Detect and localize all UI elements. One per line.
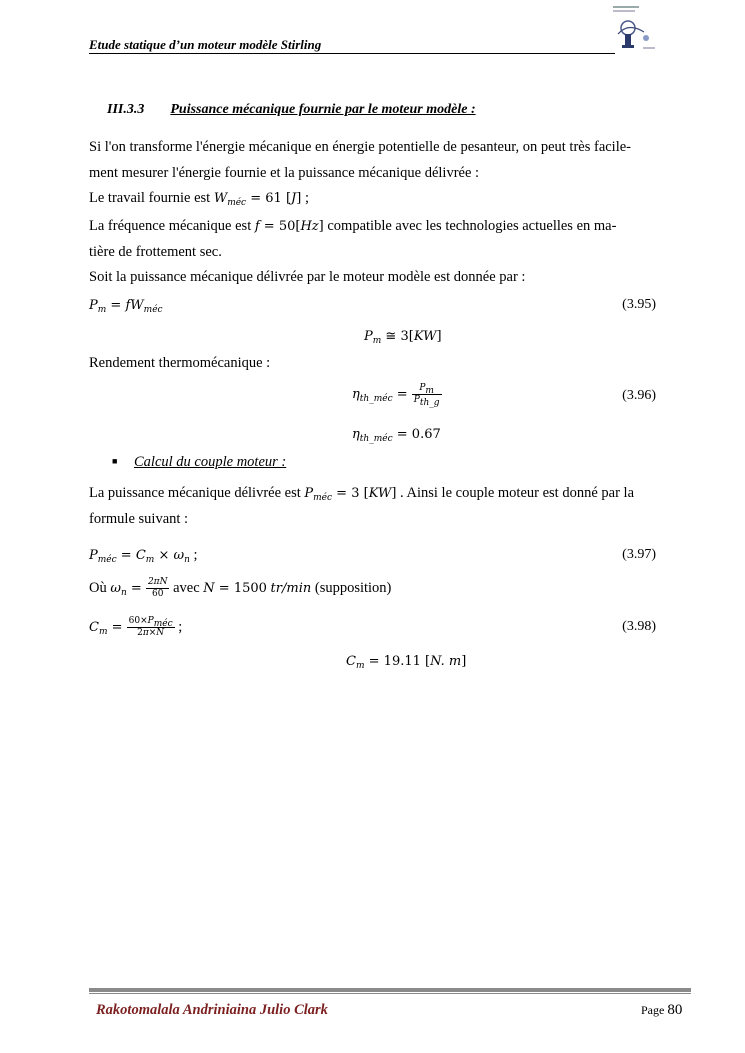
torque-intro-line: La puissance mécanique délivrée est $P_{méc} = 3$ [KW] . Ainsi le couple moteur est donné par la — [89, 485, 635, 503]
omega-prefix: Où — [89, 579, 111, 596]
omega-line: Où $\omega_n$ = $\frac{2\pi N}{60}$ avec N = 1500 tr/min (supposition) — [89, 577, 392, 599]
section-heading — [107, 102, 476, 118]
torque-formula: $C_m$ = $\frac{60\times P_{méc}}{2\pi\times N}$ ; — [89, 616, 183, 638]
torque-result-value: 19.11 — [383, 654, 421, 669]
work-formula: $W_{méc}$ — [213, 191, 247, 208]
paragraph-line: Si l'on transforme l'énergie mécanique en énergie potentielle de pesanteur, on peut très facile- — [89, 139, 632, 155]
paragraph-line: formule suivant : — [89, 511, 189, 527]
efficiency-result: $\eta_{th\_méc} = 0.67$ — [352, 427, 441, 444]
work-unit: J — [291, 191, 297, 206]
frequency-label: La fréquence mécanique est — [89, 218, 255, 234]
section-title: Puissance mécanique fournie par le moteur modèle : — [170, 102, 476, 117]
equation-number-3-96: (3.96) — [622, 388, 656, 403]
power-torque-formula: $P_{méc} = C_m \times \omega_n$ ; — [89, 547, 198, 565]
torque-intro-value: 3 — [351, 486, 360, 501]
rpm-note: (supposition) — [311, 579, 392, 596]
footer-author: Rakotomalala Andriniaina Julio Clark — [96, 1002, 328, 1018]
torque-intro-tail: . Ainsi le couple moteur est donné par la — [396, 485, 635, 501]
work-line: Le travail fournie est $W_{méc} = 61$ [J] ; — [89, 190, 309, 208]
rpm-unit: tr/min — [270, 580, 312, 596]
paragraph-line: ment mesurer l'énergie fournie et la puissance mécanique délivrée : — [89, 165, 480, 181]
paragraph-line: Rendement thermomécanique : — [89, 355, 271, 371]
frequency-line: La fréquence mécanique est f = 50[Hz] compatible avec les technologies actuelles en ma- — [89, 218, 617, 234]
torque-result-unit: N. m — [430, 654, 462, 669]
power-result-value: 3 — [400, 329, 409, 344]
work-value: 61 — [265, 191, 282, 206]
paragraph-line: tière de frottement sec. — [89, 244, 222, 260]
efficiency-formula: $\eta_{th\_méc}$ = $\frac{P_m}{P_{th\_g}}$ — [352, 383, 440, 408]
page-number: 80 — [667, 1002, 683, 1018]
frequency-tail: compatible avec les technologies actuelles en ma- — [323, 218, 617, 234]
footer-rule — [89, 988, 691, 992]
header-rule — [89, 53, 615, 54]
running-header: Etude statique d’un moteur modèle Stirling — [89, 37, 322, 52]
equation-number-3-98: (3.98) — [622, 619, 656, 634]
power-formula: $P_m = fW_{méc}$ — [89, 298, 163, 315]
torque-result: $C_m = 19.11$ [N. m] — [346, 654, 467, 671]
page-label: Page — [641, 1003, 665, 1017]
frequency-unit: Hz — [300, 219, 319, 234]
frequency-value: 50 — [278, 219, 296, 234]
footer-rule-thin — [89, 993, 691, 994]
torque-intro-unit: KW — [368, 486, 392, 501]
equation-number-3-97: (3.97) — [622, 547, 656, 562]
omega-mid: avec — [169, 579, 204, 596]
bullet-square-icon: ■ — [112, 456, 118, 466]
logo-graphic — [610, 4, 658, 52]
footer-page — [641, 1002, 682, 1019]
torque-intro-text: La puissance mécanique délivrée est — [89, 485, 305, 501]
equation-number-3-95: (3.95) — [622, 297, 656, 312]
institution-logo — [610, 4, 658, 52]
rpm-value: 1500 — [233, 580, 267, 596]
work-label: Le travail fournie est — [89, 190, 214, 206]
section-number: III.3.3 — [107, 102, 145, 117]
subsection-title: Calcul du couple moteur : — [134, 454, 287, 470]
power-result-unit: KW — [413, 329, 437, 344]
power-result: $P_m$ ≅ 3[KW] — [364, 329, 442, 346]
efficiency-value: 0.67 — [411, 427, 441, 442]
paragraph-line: Soit la puissance mécanique délivrée par le moteur modèle est donnée par : — [89, 269, 526, 285]
